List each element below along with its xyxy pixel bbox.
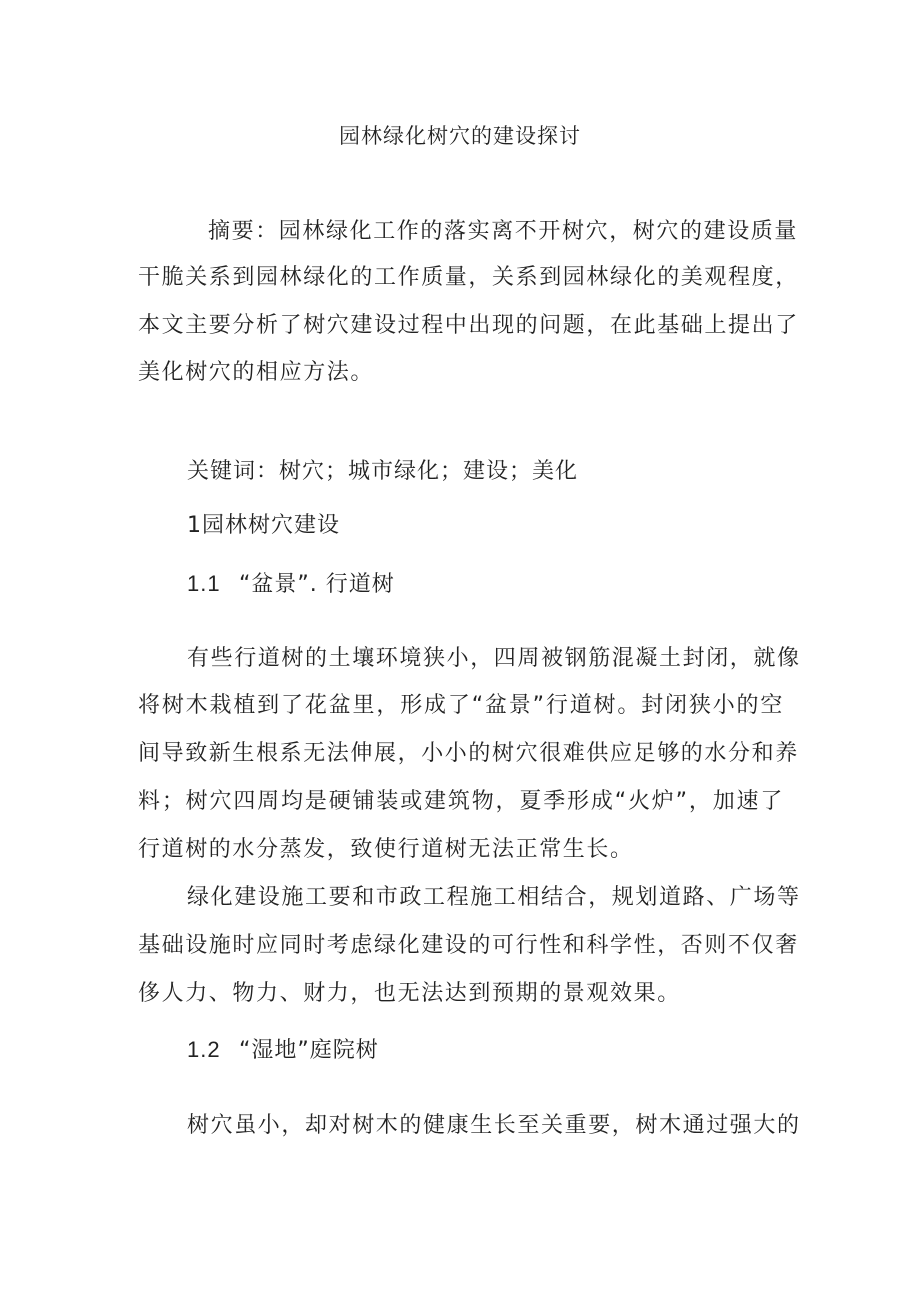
- abstract-line-2: 干脆关系到园林绿化的工作质量，关系到园林绿化的美观程度，: [138, 265, 799, 290]
- subsection-1-1-heading: [187, 568, 395, 601]
- abstract-line-4: 美化树穴的相应方法。: [138, 360, 375, 385]
- para2-line-1: 绿化建设施工要和市政工程施工相结合，规划道路、广场等: [187, 885, 801, 910]
- keywords-line: 关键词：树穴；城市绿化；建设；美化: [187, 459, 579, 484]
- subsection-number: 1.1: [187, 571, 221, 596]
- abstract-line-3: 本文主要分析了树穴建设过程中出现的问题，在此基础上提出了: [138, 313, 799, 338]
- section-1-heading: 1园林树穴建设: [187, 513, 340, 538]
- para1-line-2: 将树木栽植到了花盆里，形成了“盆景”行道树。封闭狭小的空: [138, 693, 784, 718]
- abstract-line-1: 摘要：园林绿化工作的落实离不开树穴，树穴的建设质量: [208, 219, 799, 244]
- para1-line-3: 间导致新生根系无法伸展，小小的树穴很难供应足够的水分和养: [138, 741, 799, 766]
- para3-line-1: 树穴虽小，却对树木的健康生长至关重要，树木通过强大的: [187, 1113, 801, 1138]
- subsection-title: “湿地”庭院树: [239, 1038, 379, 1063]
- document-title: 园林绿化树穴的建设探讨: [339, 124, 581, 148]
- para2-line-2: 基础设施时应同时考虑绿化建设的可行性和科学性，否则不仅奢: [138, 933, 799, 958]
- subsection-1-2-heading: [187, 1034, 379, 1067]
- subsection-number: 1.2: [187, 1037, 221, 1062]
- para2-line-3: 侈人力、物力、财力，也无法达到预期的景观效果。: [138, 981, 681, 1006]
- para1-line-4: 料；树穴四周均是硬铺装或建筑物，夏季形成“火炉”，加速了: [138, 789, 784, 814]
- para1-line-5: 行道树的水分蒸发，致使行道树无法正常生长。: [138, 837, 634, 862]
- subsection-title: “盆景”. 行道树: [239, 572, 395, 597]
- para1-line-1: 有些行道树的土壤环境狭小，四周被钢筋混凝土封闭，就像: [187, 646, 801, 671]
